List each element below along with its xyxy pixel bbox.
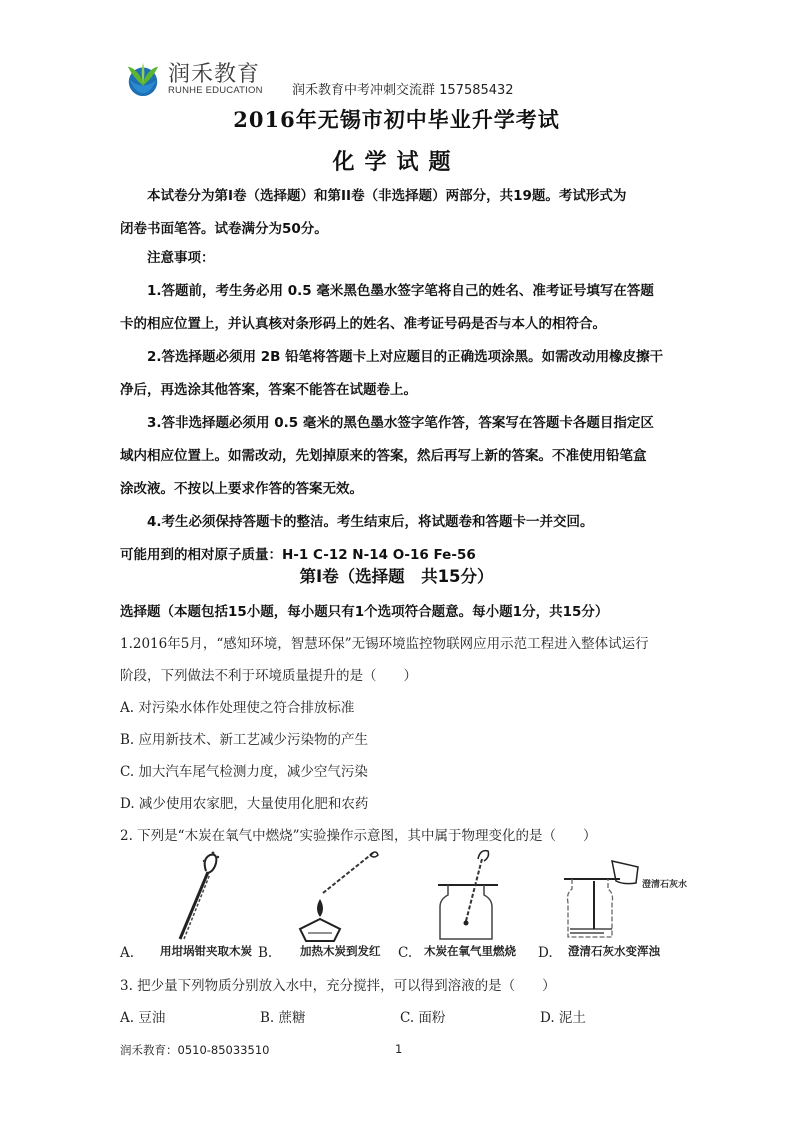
note-2-line-1: 2.答选择题必须用 2B 铅笔将答题卡上对应题目的正确选项涂黑。如需改动用橡皮擦干 <box>147 349 664 365</box>
question-2-figures <box>118 845 688 965</box>
question-1-option-d: D. 减少使用农家肥，大量使用化肥和农药 <box>120 796 369 812</box>
section-instructions-block <box>120 596 680 629</box>
figure-d <box>538 845 688 965</box>
figure-b-caption: 加热木炭到发红 <box>300 944 381 958</box>
question-1 <box>120 628 690 852</box>
intro-line-1: 本试卷分为第Ⅰ卷（选择题）和第II卷（非选择题）两部分，共19题。考试形式为 <box>147 188 627 204</box>
question-1-stem-line-1: 1.2016年5月，“感知环境，智慧环保”无锡环境监控物联网应用示范工程进入整体试运行 <box>120 636 649 652</box>
question-2-stem: 2. 下列是“木炭在氧气中燃烧”实验操作示意图，其中属于物理变化的是（ ） <box>120 828 597 844</box>
question-1-stem-line-2: 阶段，下列做法不利于环境质量提升的是（ ） <box>120 668 417 684</box>
group-note: 润禾教育中考冲刺交流群 157585432 <box>292 83 514 98</box>
figure-a-letter: A. <box>120 945 135 961</box>
note-1-line-1: 1.答题前，考生务必用 0.5 毫米黑色墨水签字笔将自己的姓名、准考证号填写在答题 <box>147 283 654 299</box>
atomic-masses: 可能用到的相对原子质量：H-1 C-12 N-14 O-16 Fe-56 <box>120 547 476 563</box>
gas-bottle-combustion-icon <box>428 845 518 945</box>
intro-paragraph <box>120 180 680 246</box>
question-3 <box>120 970 690 1002</box>
exam-title: 2016年无锡市初中毕业升学考试 <box>233 107 560 132</box>
page-header <box>122 55 682 103</box>
figure-d-side-label: 澄清石灰水 <box>642 880 688 890</box>
note-3-line-1: 3.答非选择题必须用 0.5 毫米的黑色墨水签字笔作答，答案写在答题卡各题目指定区 <box>147 415 654 431</box>
logo-english-name: RUNHE EDUCATION <box>168 85 263 96</box>
exam-subtitle: 化学试题 <box>332 149 461 175</box>
figure-a <box>118 845 258 965</box>
question-3-stem: 3. 把少量下列物质分别放入水中，充分搅拌，可以得到溶液的是（ ） <box>120 978 556 994</box>
runhe-logo <box>122 55 267 100</box>
footer-contact: 润禾教育：0510-85033510 <box>120 1043 270 1057</box>
question-3-option-a: A. 豆油 <box>120 1010 166 1026</box>
figure-a-caption: 用坩埚钳夹取木炭 <box>160 944 252 958</box>
note-1-line-2: 卡的相应位置上，并认真核对条形码上的姓名、准考证号码是否与本人的相符合。 <box>120 316 606 332</box>
page-footer <box>120 1042 690 1058</box>
question-1-option-a: A. 对污染水体作处理使之符合排放标准 <box>120 700 355 716</box>
question-3-option-d: D. 泥土 <box>540 1010 586 1026</box>
notes-heading: 注意事项： <box>147 250 215 266</box>
intro-line-2: 闭卷书面笔答。试卷满分为50分。 <box>120 221 328 237</box>
limewater-pouring-icon <box>560 847 640 943</box>
alcohol-lamp-icon <box>278 845 388 945</box>
figure-b <box>258 845 398 965</box>
question-1-option-c: C. 加大汽车尾气检测力度，减少空气污染 <box>120 764 368 780</box>
section-title: 第Ⅰ卷（选择题 共15分） <box>299 567 494 586</box>
logo-chinese-name: 润禾教育 <box>168 62 261 87</box>
runhe-logo-icon <box>124 59 162 97</box>
page-number: 1 <box>395 1042 403 1056</box>
notes-block <box>120 242 680 572</box>
question-3-options <box>120 1006 690 1032</box>
note-4-line-1: 4.考生必须保持答题卡的整洁。考生结束后，将试题卷和答题卡一并交回。 <box>147 514 594 530</box>
section-instructions: 选择题（本题包括15小题，每小题只有1个选项符合题意。每小题1分，共15分） <box>120 604 609 620</box>
crucible-tongs-icon <box>158 847 248 942</box>
note-2-line-2: 净后，再选涂其他答案，答案不能答在试题卷上。 <box>120 382 417 398</box>
question-1-option-b: B. 应用新技术、新工艺减少污染物的产生 <box>120 732 369 748</box>
figure-c <box>398 845 538 965</box>
figure-d-caption: 澄清石灰水变浑浊 <box>568 944 660 958</box>
figure-b-letter: B. <box>258 945 273 961</box>
figure-c-letter: C. <box>398 945 413 961</box>
question-3-option-b: B. 蔗糖 <box>260 1010 306 1026</box>
figure-d-letter: D. <box>538 945 553 961</box>
note-3-line-2: 域内相应位置上。如需改动，先划掉原来的答案，然后再写上新的答案。不准使用铅笔盒 <box>120 448 647 464</box>
figure-c-caption: 木炭在氧气里燃烧 <box>424 944 516 958</box>
note-3-line-3: 涂改液。不按以上要求作答的答案无效。 <box>120 481 363 497</box>
question-3-option-c: C. 面粉 <box>400 1010 446 1026</box>
